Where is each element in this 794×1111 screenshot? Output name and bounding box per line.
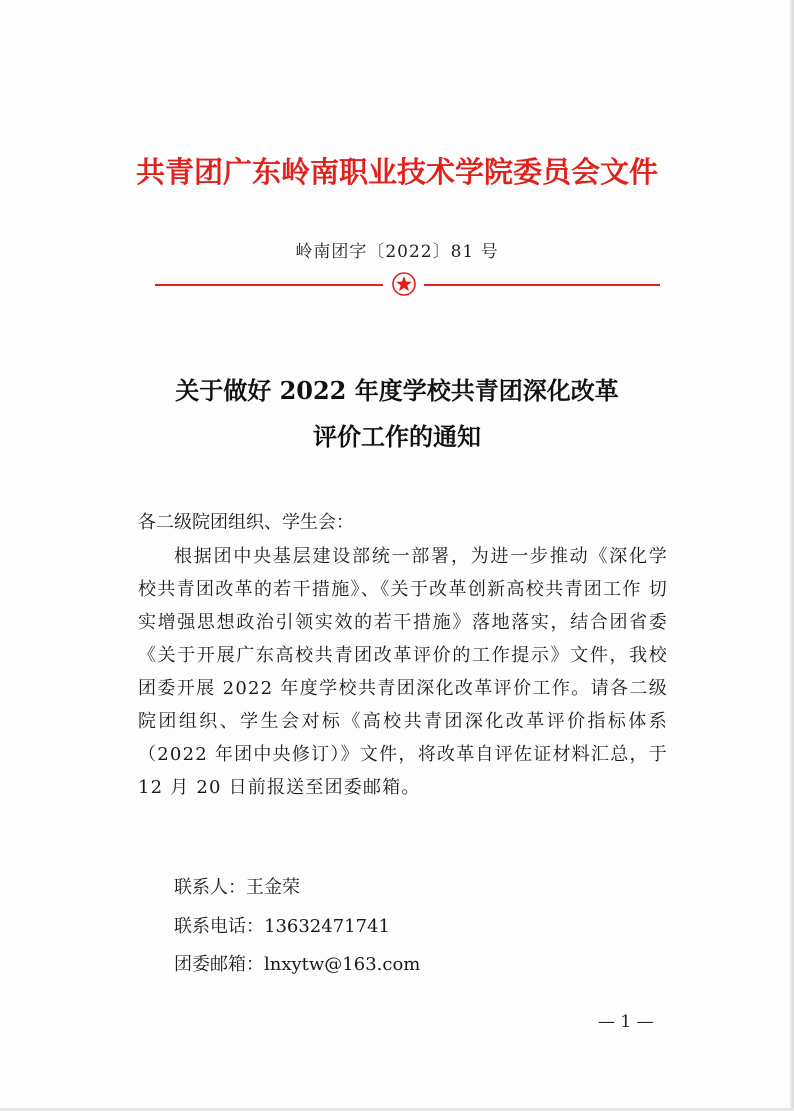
document-number: 岭南团字〔2022〕81 号 — [295, 242, 499, 262]
header-rule-left — [155, 284, 383, 286]
salutation: 各二级院团组织、学生会： — [138, 512, 354, 533]
contact-person: 联系人：王金荣 — [174, 877, 300, 898]
notice-title-line-2: 评价工作的通知 — [313, 422, 481, 451]
red-star-icon — [392, 272, 416, 296]
notice-title-line-1: 关于做好 2022 年度学校共青团深化改革 — [175, 376, 619, 405]
document-header-title: 共青团广东岭南职业技术学院委员会文件 — [135, 155, 658, 189]
contact-email: 团委邮箱：lnxytw@163.com — [174, 954, 421, 975]
page-number: — 1 — — [598, 1012, 654, 1032]
body-paragraph: 根据团中央基层建设部统一部署，为进一步推动《深化学校共青团改革的若干措施》、《关于改革创新高校共青团工作 切实增强思想政治引领实效的若干措施》落地落实，结合团省委《关于开展广东高校共青团改革评价的工作提示》文件，我校团委开展 2022 年度学校共青团深化改革评价工作。请各二级院团组织、学生会对标《高校共青团深化改革评价指标体系（2022 年团中央修订）》文件，将改革自评佐证材料汇总，于 12 月 20 日前报送至团委邮箱。 — [138, 546, 668, 798]
contact-phone: 联系电话：13632471741 — [174, 916, 390, 937]
scan-edge-right — [790, 0, 794, 1111]
notice-title — [0, 368, 794, 460]
header-rule-right — [424, 284, 660, 286]
